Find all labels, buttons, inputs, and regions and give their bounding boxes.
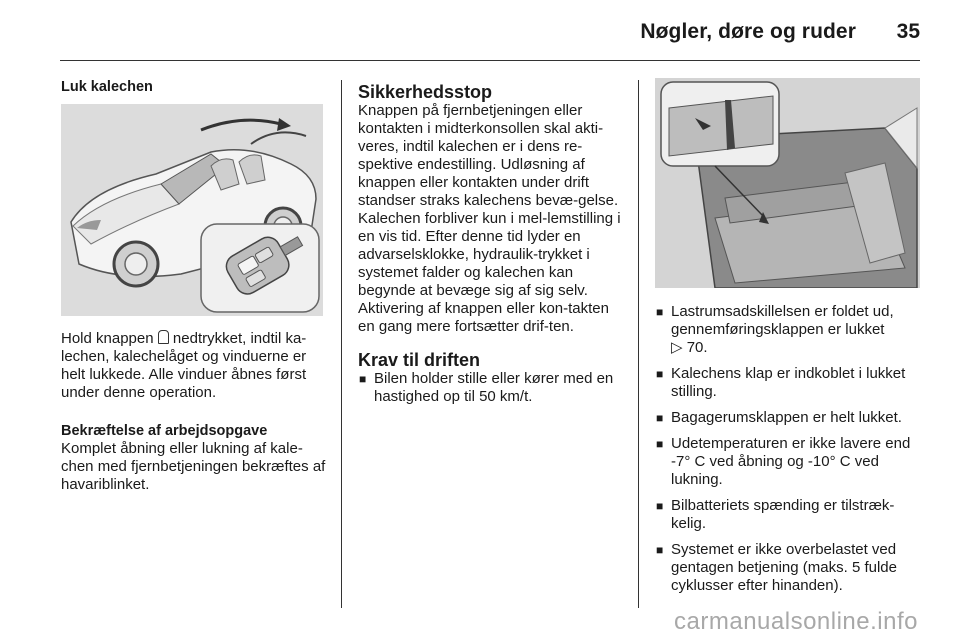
list-item: ■ Systemet er ikke overbelastet ved gentagen betjening (maks. 5 fulde cyklusser efter hinanden).	[655, 541, 921, 595]
trunk-drawing	[655, 78, 920, 288]
car-drawing	[61, 104, 323, 316]
section-heading-requirements: Krav til driften	[358, 350, 481, 370]
close-instruction-paragraph: Hold knappen nedtrykket, indtil ka-lechen, kalechelåget og vinduerne er helt lukkede. Alle vinduer åbnes først under denne operation.	[61, 330, 307, 401]
safety-stop-paragraph: Knappen på fjernbetjeningen eller kontakten i midterkonsollen skal akti-veres, indtil kalechen er i dens re-spektive endestilling. Udløsning af knappen eller kontakten under drift standser straks kalechens bevæ-gelse. Kalechen forbliver kun i mel-lemstilling i en vis tid. Efter denne tid lyder en advarselsklokke, hydraulik-trykket i systemet falder og kalechen kan begynde at bevæge sig af sig selv. Aktivering af knappen eller kon-takten en gang mere fortsætter drif-ten.	[358, 102, 621, 335]
convertible-car-illustration	[61, 104, 323, 316]
subheading-confirmation: Bekræftelse af arbejdsopgave	[61, 423, 268, 439]
section-heading-safety-stop: Sikkerhedsstop	[358, 82, 493, 102]
requirements-list-continued	[655, 303, 921, 595]
list-item: ■ Kalechens klap er indkoblet i lukket stilling.	[655, 365, 921, 401]
list-item: ■ Udetemperaturen er ikke lavere end -7° C ved åbning og -10° C ved lukning.	[655, 435, 921, 489]
page-reference-icon: ▷	[671, 339, 683, 356]
list-item: ■ Lastrumsadskillelsen er foldet ud, gennemføringsklappen er lukket ▷ 70.	[655, 303, 921, 357]
header-title: Nøgler, døre og ruder	[640, 20, 856, 43]
header-rule	[60, 60, 920, 61]
convertible-roof-icon	[158, 330, 169, 344]
section-heading-close-roof: Luk kalechen	[61, 79, 153, 95]
list-item: ■ Bilen holder stille eller kører med en hastighed op til 50 km/t.	[358, 370, 624, 406]
page-number: 35	[896, 20, 920, 43]
column-3	[655, 303, 921, 595]
column-2	[358, 82, 624, 406]
column-1-text	[61, 330, 327, 494]
column-1	[61, 78, 327, 96]
column-divider-2	[638, 80, 639, 608]
trunk-illustration	[655, 78, 920, 288]
watermark: carmanualsonline.info	[674, 608, 918, 635]
list-item: ■ Bilbatteriets spænding er tilstræk-kelig.	[655, 497, 921, 533]
confirmation-paragraph: Komplet åbning eller lukning af kale-chen med fjernbetjeningen bekræftes af havariblinket.	[61, 440, 326, 493]
requirements-list	[358, 370, 624, 406]
list-item: ■ Bagagerumsklappen er helt lukket.	[655, 409, 921, 427]
column-divider-1	[341, 80, 342, 608]
